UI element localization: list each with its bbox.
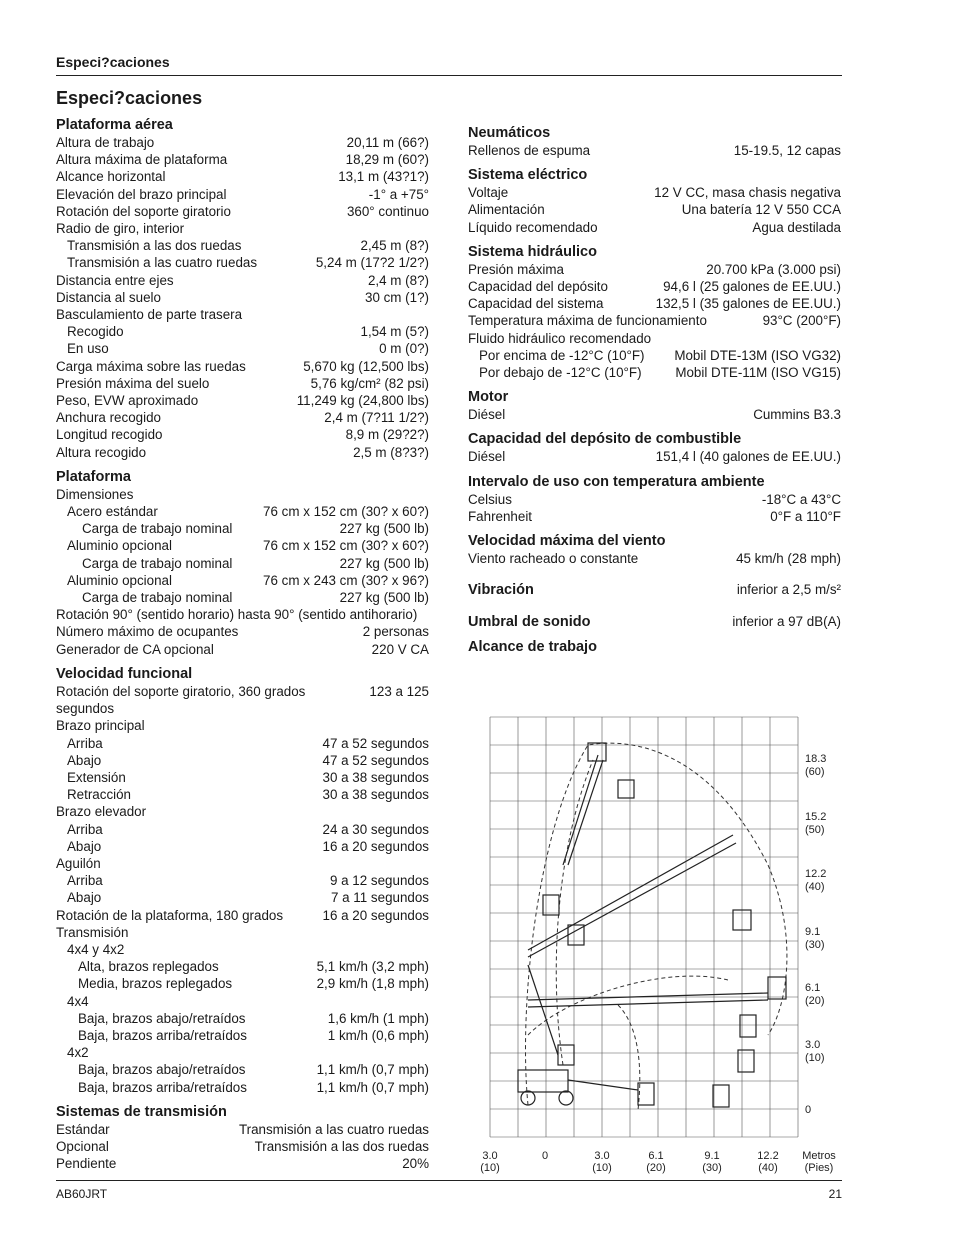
y-tick-label: (10) [805, 1052, 825, 1064]
y-tick-label: (30) [805, 939, 825, 951]
spec-row [56, 855, 429, 872]
spec-row [56, 786, 429, 803]
spec-value: 30 a 38 segundos [322, 787, 429, 803]
spec-row [56, 683, 429, 717]
spec-label: Rotación del soporte giratorio [56, 203, 231, 219]
spec-value: 93°C (200°F) [762, 313, 841, 329]
spec-label: Rotación 90° (sentido horario) hasta 90° (sentido antihorario) [56, 607, 418, 623]
spec-value: 2,45 m (8?) [360, 238, 429, 254]
spec-value: 47 a 52 segundos [322, 735, 429, 751]
x-tick-label: 3.0 [482, 1150, 498, 1162]
spec-value: 76 cm x 152 cm (30? x 60?) [263, 538, 429, 554]
spec-row [56, 358, 429, 375]
spec-value: 360° continuo [346, 203, 429, 219]
spec-label: Transmisión a las cuatro ruedas [67, 255, 258, 271]
spec-row [56, 272, 429, 289]
spec-row [468, 364, 841, 381]
spec-value: Una batería 12 V 550 CCA [681, 202, 841, 218]
spec-row [468, 312, 841, 329]
spec-label: Recogido [67, 324, 124, 340]
spec-label: Carga máxima sobre las ruedas [56, 358, 246, 374]
spec-value: 7 a 11 segundos [330, 890, 429, 906]
spec-value: 5,1 km/h (3,2 mph) [316, 959, 429, 975]
spec-label: 4x4 [67, 993, 89, 1009]
section-title: Velocidad máxima del viento [468, 533, 666, 550]
spec-value: 12 V CC, masa chasis negativa [654, 185, 841, 201]
spec-row [56, 941, 429, 958]
spec-value: 2 personas [362, 624, 429, 640]
spec-row [56, 134, 429, 151]
spec-row [468, 448, 841, 465]
spec-value: Agua destilada [752, 219, 841, 235]
x-tick-label: (30) [702, 1162, 722, 1174]
spec-row [56, 306, 429, 323]
y-tick-label: 18.3 [805, 753, 827, 765]
section-title: Capacidad del depósito de combustible [468, 431, 742, 448]
x-tick-label: (Pies) [804, 1162, 834, 1174]
spec-value: 132,5 l (35 galones de EE.UU.) [655, 296, 841, 312]
spec-section [56, 116, 429, 461]
spec-row [56, 503, 429, 520]
spec-row [56, 323, 429, 340]
spec-row [56, 186, 429, 203]
spec-row [56, 375, 429, 392]
spec-label: Altura recogido [56, 444, 147, 460]
spec-label: Longitud recogido [56, 427, 163, 443]
spec-row [56, 392, 429, 409]
spec-row [56, 1027, 429, 1044]
header-rule [56, 75, 842, 76]
spec-value: Mobil DTE-11M (ISO VG15) [675, 365, 841, 381]
spec-row [56, 1061, 429, 1078]
spec-value: 20,11 m (66?) [346, 135, 429, 150]
spec-value: 1,1 km/h (0,7 mph) [316, 1062, 429, 1078]
spec-row [468, 295, 841, 312]
spec-row [56, 254, 429, 271]
spec-row [56, 735, 429, 752]
spec-label: Distancia al suelo [56, 289, 161, 305]
section-value: inferior a 2,5 m/s² [736, 582, 841, 598]
spec-label: Carga de trabajo nominal [82, 590, 233, 606]
section-title: Neumáticos [468, 125, 551, 141]
y-tick-label: 3.0 [805, 1039, 821, 1051]
spec-value: 16 a 20 segundos [322, 838, 429, 854]
spec-label: Número máximo de ocupantes [56, 624, 239, 640]
spec-label: Baja, brazos arriba/retraídos [78, 1027, 247, 1043]
spec-label: Pendiente [56, 1156, 117, 1172]
spec-row [468, 347, 841, 364]
section-title: Plataforma [56, 468, 131, 485]
spec-row [468, 219, 841, 236]
spec-label: Carga de trabajo nominal [82, 521, 233, 537]
spec-value: -1° a +75° [368, 186, 429, 202]
spec-value: 227 kg (500 lb) [339, 521, 429, 537]
y-tick-label: (40) [805, 881, 825, 893]
spec-value: 11,249 kg (24,800 lbs) [296, 393, 429, 409]
page-number: 21 [828, 1187, 842, 1201]
spec-label: En uso [67, 341, 109, 357]
spec-row [56, 537, 429, 554]
y-tick-label: 0 [805, 1104, 812, 1116]
spec-label: Altura de trabajo [56, 135, 155, 150]
working-range-diagram [468, 705, 848, 1185]
y-tick-label: (60) [805, 766, 825, 778]
spec-row [56, 717, 429, 734]
spec-row [56, 958, 429, 975]
spec-row [468, 330, 841, 347]
spec-row [56, 520, 429, 537]
spec-row [56, 889, 429, 906]
spec-label: Basculamiento de parte trasera [56, 307, 243, 323]
x-tick-label: (20) [646, 1162, 666, 1174]
spec-row [468, 278, 841, 295]
spec-value: 24 a 30 segundos [322, 821, 429, 837]
spec-row [468, 491, 841, 508]
spec-value: 2,9 km/h (1,8 mph) [316, 976, 429, 992]
spec-label: Altura máxima de plataforma [56, 152, 228, 168]
spec-value: 76 cm x 152 cm (30? x 60?) [263, 504, 429, 520]
spec-label: Baja, brazos abajo/retraídos [78, 1062, 246, 1078]
spec-section [468, 124, 841, 159]
spec-value: 1,6 km/h (1 mph) [327, 1010, 429, 1026]
spec-row [56, 555, 429, 572]
spec-label: Rellenos de espuma [468, 143, 591, 158]
spec-label: Transmisión a las dos ruedas [67, 238, 242, 254]
spec-row [468, 201, 841, 218]
spec-label: Elevación del brazo principal [56, 186, 227, 202]
spec-label: Dimensiones [56, 486, 134, 502]
spec-row [56, 872, 429, 889]
spec-row [56, 220, 429, 237]
x-axis-labels [480, 1150, 836, 1174]
spec-row [468, 406, 841, 423]
section-title: Sistemas de transmisión [56, 1103, 227, 1120]
section-title: Umbral de sonido inferior a 97 dB(A) [468, 614, 841, 631]
spec-label: Aguilón [56, 855, 101, 871]
spec-label: Fahrenheit [468, 508, 533, 524]
y-tick-label: 15.2 [805, 811, 827, 823]
spec-value: 123 a 125 [369, 683, 429, 699]
spec-label: Media, brazos replegados [78, 976, 233, 992]
left-column [56, 116, 429, 1172]
spec-row [56, 752, 429, 769]
spec-label: 4x2 [67, 1045, 89, 1061]
spec-row [56, 993, 429, 1010]
spec-section [468, 532, 841, 567]
section-title: Velocidad funcional [56, 665, 193, 682]
page-title: Especi?caciones [56, 88, 203, 108]
footer-rule [56, 1180, 842, 1181]
spec-value: 2,5 m (8?3?) [353, 444, 429, 460]
spec-row [56, 237, 429, 254]
x-tick-label: 9.1 [704, 1150, 720, 1162]
x-tick-label: Metros [802, 1150, 836, 1162]
spec-label: Rotación del soporte giratorio, 360 grados segundos [56, 683, 306, 717]
spec-row [56, 838, 429, 855]
spec-value: 1,1 km/h (0,7 mph) [316, 1079, 429, 1095]
spec-value: 5,670 kg (12,500 lbs) [303, 358, 429, 374]
spec-row [56, 151, 429, 168]
spec-label: Aluminio opcional [67, 572, 172, 588]
spec-value: Mobil DTE-13M (ISO VG32) [674, 347, 841, 363]
spec-label: Presión máxima del suelo [56, 375, 210, 391]
chart-grid [490, 717, 798, 1137]
spec-label: Brazo elevador [56, 804, 147, 820]
spec-row [56, 1121, 429, 1138]
spec-label: Abajo [67, 752, 102, 768]
spec-row [56, 803, 429, 820]
spec-label: Baja, brazos abajo/retraídos [78, 1010, 246, 1026]
y-tick-label: 9.1 [805, 926, 821, 938]
spec-label: Abajo [67, 838, 102, 854]
spec-value: Cummins B3.3 [753, 407, 841, 423]
spec-row [56, 924, 429, 941]
spec-value: 2,4 m (7?11 1/2?) [324, 410, 429, 426]
spec-value: 5,24 m (17?2 1/2?) [315, 255, 429, 271]
spec-value: 20% [402, 1156, 429, 1172]
section-title: Sistema eléctrico [468, 167, 588, 184]
spec-label: Estándar [56, 1121, 110, 1137]
section-title: Plataforma aérea [56, 117, 173, 133]
section-value: inferior a 97 dB(A) [732, 614, 841, 630]
spec-row [56, 589, 429, 606]
spec-label: Por debajo de -12°C (10°F) [479, 365, 642, 381]
spec-value: 47 a 52 segundos [322, 752, 429, 768]
spec-label: Diésel [468, 407, 506, 423]
spec-row [56, 606, 429, 623]
spec-value: 30 a 38 segundos [322, 769, 429, 785]
spec-section [468, 581, 841, 599]
spec-row [56, 1138, 429, 1155]
spec-row [56, 289, 429, 306]
y-tick-label: 6.1 [805, 982, 821, 994]
spec-row [56, 486, 429, 503]
spec-label: Arriba [67, 873, 103, 889]
running-header: Especi?caciones [56, 54, 170, 70]
spec-row [56, 444, 429, 461]
spec-label: Brazo principal [56, 718, 145, 734]
spec-value: 227 kg (500 lb) [339, 590, 429, 606]
spec-label: Aluminio opcional [67, 538, 172, 554]
section-title: Vibración inferior a 2,5 m/s² [468, 582, 841, 599]
x-tick-label: 0 [541, 1150, 549, 1162]
spec-row [56, 623, 429, 640]
spec-label: Peso, EVW aproximado [56, 393, 199, 409]
spec-row [468, 508, 841, 525]
spec-label: Viento racheado o constante [468, 551, 639, 567]
spec-label: Fluido hidráulico recomendado [468, 330, 652, 346]
spec-label: Baja, brazos arriba/retraídos [78, 1079, 247, 1095]
x-tick-label: 12.2 [757, 1150, 779, 1162]
spec-value: 16 a 20 segundos [322, 907, 429, 923]
section-title: Motor [468, 389, 509, 406]
spec-row [56, 340, 429, 357]
spec-row [56, 769, 429, 786]
spec-value: 20.700 kPa (3.000 psi) [706, 261, 841, 277]
right-column [468, 124, 841, 656]
y-tick-label: (20) [805, 995, 825, 1007]
spec-row [56, 1155, 429, 1172]
spec-section [468, 613, 841, 631]
spec-label: Presión máxima [468, 261, 564, 277]
spec-label: Abajo [67, 890, 102, 906]
x-tick-label: (10) [480, 1162, 500, 1174]
spec-label: Por encima de -12°C (10°F) [479, 347, 645, 363]
spec-value: 220 V CA [371, 641, 429, 657]
spec-label: Celsius [468, 491, 512, 507]
spec-value: Transmisión a las cuatro ruedas [238, 1121, 429, 1137]
y-tick-label: 12.2 [805, 868, 827, 880]
spec-value: Transmisión a las dos ruedas [254, 1138, 429, 1154]
spec-label: Opcional [56, 1138, 109, 1154]
spec-label: Alta, brazos replegados [78, 959, 219, 975]
spec-row [56, 426, 429, 443]
spec-row [56, 1010, 429, 1027]
spec-section [468, 473, 841, 525]
spec-value: 76 cm x 243 cm (30? x 96?) [263, 572, 429, 588]
spec-section [56, 1103, 429, 1173]
spec-label: Diésel [468, 449, 506, 465]
spec-label: Alimentación [468, 202, 545, 218]
x-tick-label: 3.0 [594, 1150, 610, 1162]
spec-label: Distancia entre ejes [56, 272, 174, 288]
spec-row [56, 409, 429, 426]
spec-label: Alcance horizontal [56, 169, 166, 185]
spec-label: Arriba [67, 821, 103, 837]
spec-value: 2,4 m (8?) [367, 272, 429, 288]
x-tick-label: (10) [592, 1162, 612, 1174]
x-tick-label: 6.1 [648, 1150, 664, 1162]
spec-value: 1,54 m (5?) [360, 324, 429, 340]
spec-label: Carga de trabajo nominal [82, 555, 233, 571]
section-title: Alcance de trabajo [468, 639, 597, 656]
spec-row [56, 1079, 429, 1096]
spec-row [56, 821, 429, 838]
spec-value: 13,1 m (43?1?) [338, 169, 429, 185]
spec-label: Generador de CA opcional [56, 641, 214, 657]
spec-section [56, 468, 429, 658]
spec-row [56, 1044, 429, 1061]
spec-value: 151,4 l (40 galones de EE.UU.) [655, 449, 841, 465]
spec-value: 45 km/h (28 mph) [736, 551, 841, 567]
spec-label: Retracción [67, 787, 132, 803]
spec-row [56, 572, 429, 589]
spec-value: 94,6 l (25 galones de EE.UU.) [663, 279, 841, 295]
spec-row [56, 203, 429, 220]
spec-row [468, 261, 841, 278]
section-title: Intervalo de uso con temperatura ambiente [468, 473, 765, 490]
spec-section [468, 430, 841, 465]
x-tick-label: (40) [758, 1162, 778, 1174]
spec-label: Radio de giro, interior [56, 221, 185, 237]
spec-label: Temperatura máxima de funcionamiento [468, 313, 707, 329]
spec-row [56, 975, 429, 992]
spec-row [56, 168, 429, 185]
spec-section [468, 166, 841, 236]
spec-label: Arriba [67, 735, 103, 751]
spec-value: 227 kg (500 lb) [339, 555, 429, 571]
spec-value: 8,9 m (29?2?) [345, 427, 429, 443]
y-tick-label: (50) [805, 824, 825, 836]
spec-section [56, 665, 429, 1096]
spec-row [56, 641, 429, 658]
spec-value: -18°C a 43°C [761, 491, 841, 507]
spec-section [468, 638, 841, 656]
spec-section [468, 243, 841, 381]
spec-value: 9 a 12 segundos [329, 873, 429, 889]
spec-value: 18,29 m (60?) [345, 152, 429, 168]
spec-label: Rotación de la plataforma, 180 grados [56, 907, 284, 923]
spec-value: 15-19.5, 12 capas [733, 143, 841, 158]
spec-row [468, 184, 841, 201]
spec-label: Capacidad del depósito [468, 279, 608, 295]
y-axis-labels [805, 753, 826, 1116]
spec-section [468, 388, 841, 423]
range-envelope [526, 743, 787, 1110]
spec-label: Transmisión [56, 924, 129, 940]
spec-row [56, 907, 429, 924]
model-number: AB60JRT [56, 1187, 108, 1201]
spec-label: Voltaje [468, 185, 509, 201]
spec-value: 0 m (0?) [379, 341, 429, 357]
spec-label: Extensión [67, 769, 126, 785]
spec-label: Acero estándar [67, 504, 158, 520]
spec-value: 5,76 kg/cm² (82 psi) [310, 375, 429, 391]
spec-label: 4x4 y 4x2 [67, 941, 125, 957]
spec-label: Líquido recomendado [468, 219, 598, 235]
spec-label: Anchura recogido [56, 410, 161, 426]
spec-label: Capacidad del sistema [468, 296, 604, 312]
spec-value: 0°F a 110°F [770, 508, 841, 524]
spec-row [468, 142, 841, 159]
spec-value: 30 cm (1?) [365, 289, 429, 305]
spec-value: 1 km/h (0,6 mph) [327, 1027, 429, 1043]
section-title: Sistema hidráulico [468, 243, 597, 260]
spec-row [468, 550, 841, 567]
